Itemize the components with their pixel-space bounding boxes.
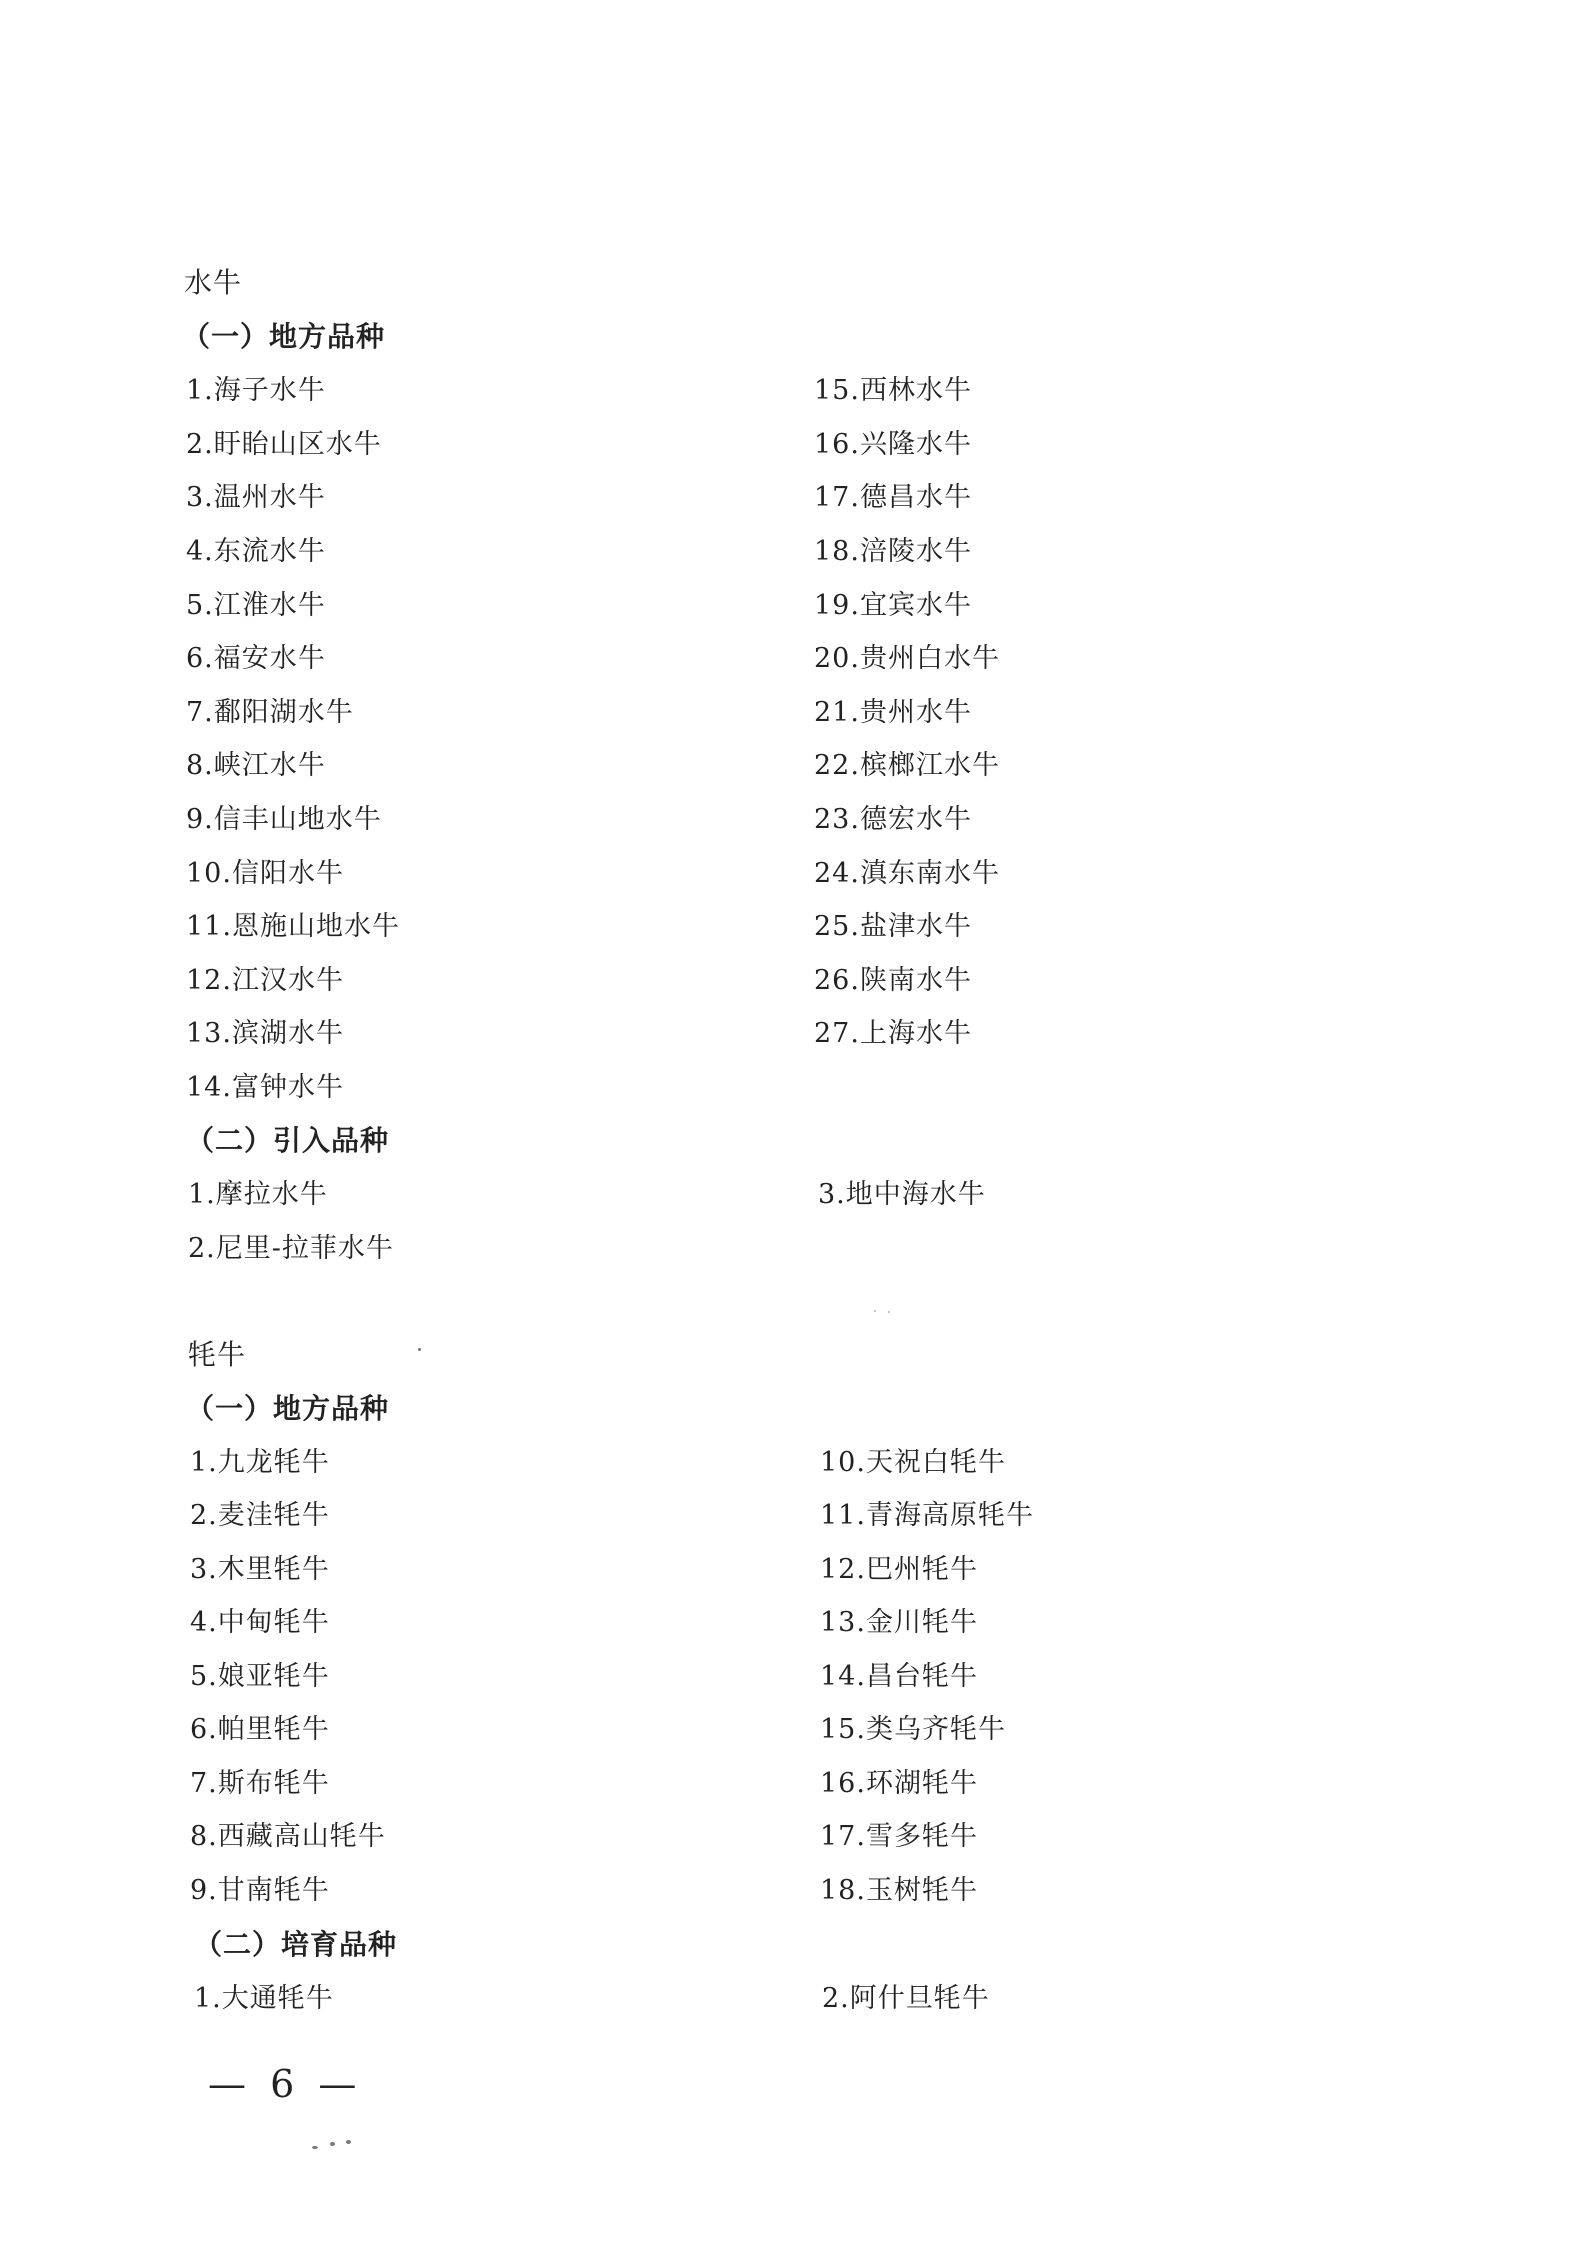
list-item: 18.玉树牦牛: [820, 1875, 978, 1906]
list-item: 1.摩拉水牛: [188, 1179, 328, 1210]
group-heading-local: （一）地方品种: [182, 320, 386, 353]
list-item: 23.德宏水牛: [814, 804, 972, 835]
scan-speck: [346, 2140, 351, 2144]
page-number: — 6 —: [208, 2062, 363, 2106]
list-item: 5.江淮水牛: [186, 590, 326, 621]
list-item: 21.贵州水牛: [814, 697, 972, 728]
list-item: 22.槟榔江水牛: [814, 750, 1000, 781]
list-item: 24.滇东南水牛: [814, 858, 1000, 889]
list-item: 2.盱眙山区水牛: [186, 429, 382, 460]
list-item: 8.峡江水牛: [186, 750, 326, 781]
list-item: 7.鄱阳湖水牛: [186, 697, 354, 728]
list-item: 17.德昌水牛: [814, 482, 972, 513]
list-item: 3.地中海水牛: [818, 1179, 986, 1210]
group-heading-bred: （二）培育品种: [194, 1928, 398, 1961]
list-item: 15.西林水牛: [814, 375, 972, 406]
list-item: 7.斯布牦牛: [190, 1768, 330, 1799]
list-item: 15.类乌齐牦牛: [820, 1714, 1006, 1745]
list-item: 26.陕南水牛: [814, 965, 972, 996]
list-item: 5.娘亚牦牛: [190, 1661, 330, 1692]
group-heading-introduced: （二）引入品种: [186, 1124, 390, 1157]
list-item: 14.昌台牦牛: [820, 1661, 978, 1692]
list-item: 1.海子水牛: [186, 375, 326, 406]
list-item: 4.东流水牛: [186, 536, 326, 567]
list-item: 16.兴隆水牛: [814, 429, 972, 460]
list-item: 2.麦洼牦牛: [190, 1500, 330, 1531]
list-item: 20.贵州白水牛: [814, 643, 1000, 674]
scan-speck: [874, 1310, 876, 1312]
scan-speck: [312, 2146, 318, 2149]
scan-speck: [418, 1348, 421, 1351]
list-item: 25.盐津水牛: [814, 911, 972, 942]
list-item: 11.青海高原牦牛: [820, 1500, 1034, 1531]
list-item: 27.上海水牛: [814, 1018, 972, 1049]
list-item: 2.尼里-拉菲水牛: [188, 1233, 394, 1264]
list-item: 11.恩施山地水牛: [186, 911, 400, 942]
list-item: 12.巴州牦牛: [820, 1554, 978, 1585]
list-item: 12.江汉水牛: [186, 965, 344, 996]
list-item: 10.天祝白牦牛: [820, 1447, 1006, 1478]
list-item: 13.滨湖水牛: [186, 1018, 344, 1049]
list-item: 1.大通牦牛: [194, 1983, 334, 2014]
list-item: 17.雪多牦牛: [820, 1821, 978, 1852]
list-item: 6.福安水牛: [186, 643, 326, 674]
list-item: 18.涪陵水牛: [814, 536, 972, 567]
list-item: 14.富钟水牛: [186, 1072, 344, 1103]
list-item: 3.温州水牛: [186, 482, 326, 513]
group-heading-local: （一）地方品种: [186, 1392, 390, 1425]
list-item: 8.西藏高山牦牛: [190, 1821, 386, 1852]
scan-speck: [888, 1311, 890, 1313]
species-title-yak: 牦牛: [188, 1338, 247, 1371]
scan-speck: [330, 2142, 335, 2146]
list-item: 16.环湖牦牛: [820, 1768, 978, 1799]
list-item: 1.九龙牦牛: [190, 1447, 330, 1478]
list-item: 9.信丰山地水牛: [186, 804, 382, 835]
species-title-buffalo: 水牛: [184, 266, 243, 299]
list-item: 19.宜宾水牛: [814, 590, 972, 621]
list-item: 9.甘南牦牛: [190, 1875, 330, 1906]
list-item: 2.阿什旦牦牛: [822, 1983, 990, 2014]
list-item: 13.金川牦牛: [820, 1607, 978, 1638]
list-item: 3.木里牦牛: [190, 1554, 330, 1585]
list-item: 10.信阳水牛: [186, 858, 344, 889]
list-item: 4.中甸牦牛: [190, 1607, 330, 1638]
list-item: 6.帕里牦牛: [190, 1714, 330, 1745]
